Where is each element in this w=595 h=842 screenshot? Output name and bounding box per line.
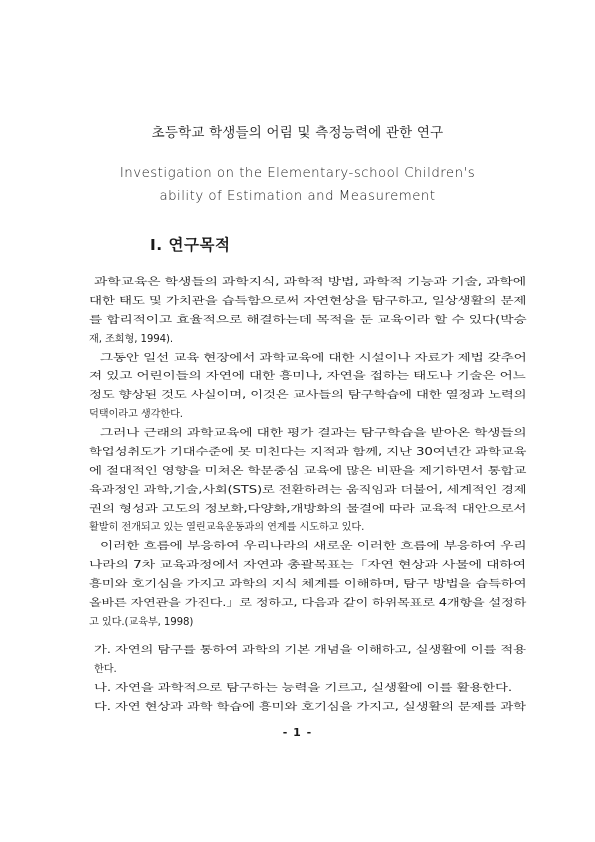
page-number: - 1 - xyxy=(282,726,313,739)
body-line: 그러나 근래의 과학교육에 대한 평가 결과는 탐구학습을 받아온 학생들의 xyxy=(100,428,527,439)
body-line: 육과정인 과학,기술,사회(STS)로 전환하려는 움직임과 더불어, 세계적인 경제 xyxy=(89,485,527,496)
goal-item: 한다. xyxy=(94,664,117,675)
goal-item: 가. 자연의 탐구를 통하여 과학의 기본 개념을 이해하고, 실생활에 이를 적용 xyxy=(94,645,526,656)
body-line: 고 있다.(교육부, 1998) xyxy=(89,617,194,628)
body-line: 덕택이라고 생각한다. xyxy=(89,409,183,420)
goal-item: 다. 자연 현상과 과학 학습에 흥미와 호기심을 가지고, 실생활의 문제를 과학 xyxy=(94,702,526,713)
body-line: 정도 향상된 것도 사실이며, 이것은 교사들의 탐구학습에 대한 열정과 노력의 xyxy=(89,390,527,401)
body-line: 에 절대적인 영향을 미쳐온 학문중심 교육에 많은 비판을 제기하면서 통합교 xyxy=(89,466,527,477)
english-title-line-2: ability of Estimation and Measurement xyxy=(159,189,436,204)
body-line: 나라의 7차 교육과정에서 자연과 총괄목표는「자연 현상과 사물에 대하여 xyxy=(89,560,526,571)
english-title-line-1: Investigation on the Elementary-school Children's xyxy=(119,166,476,181)
body-line: 대한 태도 및 가치관을 습득함으로써 자연현상을 탐구하고, 일상생활의 문제 xyxy=(89,296,527,307)
body-line: 권의 형성과 고도의 정보화,다양화,개방화의 물결에 따라 교육적 대안으로서 xyxy=(89,504,527,515)
body-line: 져 있고 어린이들의 자연에 대한 흥미나, 자연을 접하는 태도나 기술은 어느 xyxy=(89,371,526,382)
body-line: 학업성취도가 기대수준에 못 미친다는 지적과 함께, 지난 30여년간 과학교육 xyxy=(89,447,527,458)
section-heading: Ⅰ. 연구목적 xyxy=(150,236,231,254)
body-line: 흥미와 호기심을 가지고 과학의 지식 체계를 이해하며, 탐구 방법을 습득하여 xyxy=(89,579,527,590)
body-line: 를 합리적이고 효율적으로 해결하는데 목적을 둔 교육이라 할 수 있다(박승 xyxy=(89,315,527,326)
body-line: 이러한 흐름에 부응하여 우리나라의 새로운 이러한 흐름에 부응하여 우리 xyxy=(100,541,527,552)
korean-title: 초등학교 학생들의 어림 및 측정능력에 관한 연구 xyxy=(151,125,444,141)
body-line: 활발히 전개되고 있는 열린교육운동과의 연계를 시도하고 있다. xyxy=(89,522,365,533)
body-line: 그동안 일선 교육 현장에서 과학교육에 대한 시설이나 자료가 제법 갖추어 xyxy=(100,353,527,364)
goal-item: 나. 자연을 과학적으로 탐구하는 능력을 기르고, 실생활에 이를 활용한다. xyxy=(94,683,513,694)
body-line: 올바른 자연관을 가진다.」로 정하고, 다음과 같이 하위목표로 4개항을 설정하 xyxy=(89,598,527,609)
body-line: 과학교육은 학생들의 과학지식, 과학적 방법, 과학적 기능과 기술, 과학에 xyxy=(94,277,527,288)
body-line: 재, 조희형, 1994). xyxy=(89,334,174,345)
